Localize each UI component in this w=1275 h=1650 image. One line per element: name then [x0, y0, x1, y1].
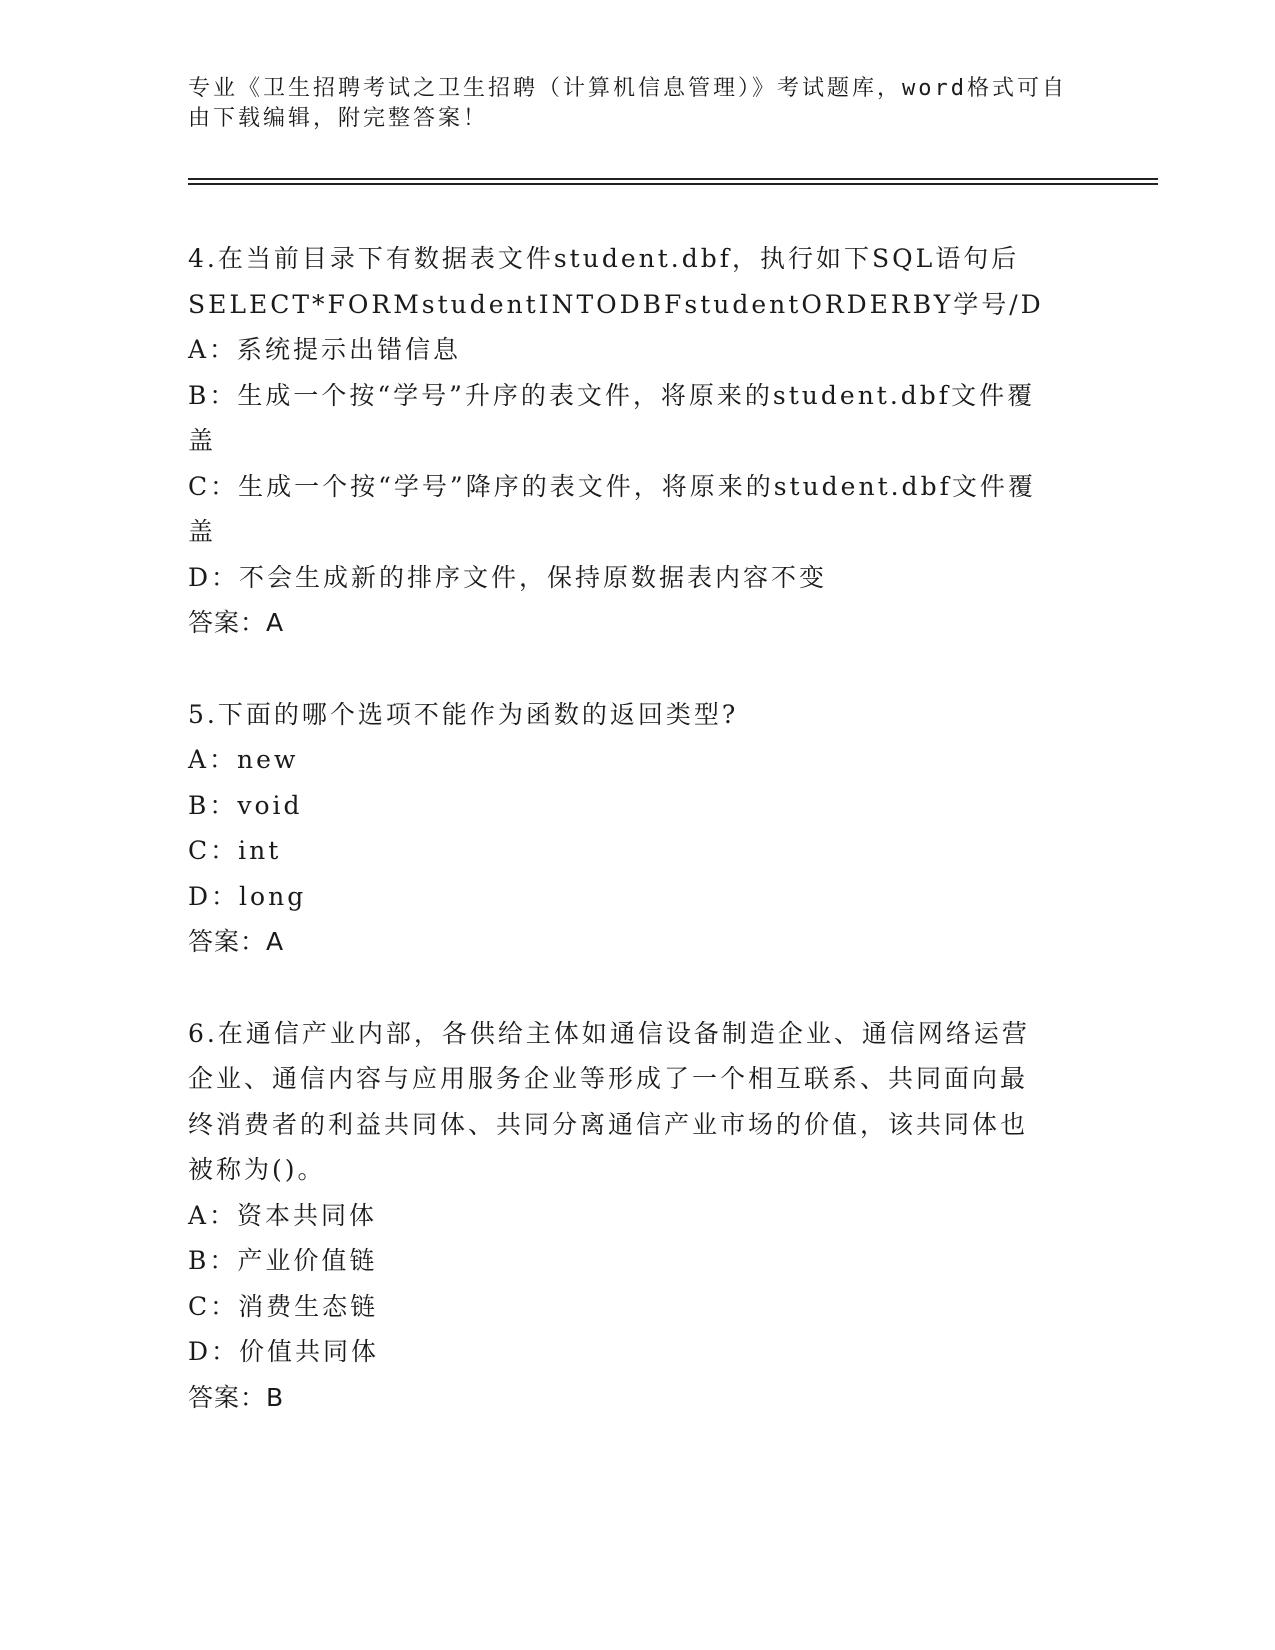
- header-line-2: 由下载编辑，附完整答案！: [188, 106, 489, 131]
- header-line-1: 专业《卫生招聘考试之卫生招聘（计算机信息管理）》考试题库，word格式可自: [188, 76, 1067, 101]
- answer-label: 答案：A: [188, 927, 285, 956]
- question-stem-line: 5.下面的哪个选项不能作为函数的返回类型?: [188, 699, 739, 729]
- option-d: D：long: [188, 881, 307, 911]
- question-stem-line: 被称为()。: [188, 1155, 326, 1184]
- question-stem-line: SELECT*FORMstudentINTODBFstudentORDERBY学号/D: [188, 289, 1044, 319]
- answer-label: 答案：B: [188, 1382, 285, 1412]
- header-divider-top: [188, 178, 1158, 180]
- question-block-6: [188, 1011, 1088, 1421]
- option-d: D：价值共同体: [188, 1337, 380, 1366]
- option-c: C：生成一个按“学号”降序的表文件，将原来的student.dbf文件覆: [188, 471, 1036, 501]
- option-c-continuation: 盖: [188, 517, 217, 546]
- question-stem-line: 4.在当前目录下有数据表文件student.dbf，执行如下SQL语句后: [188, 244, 1020, 273]
- answer-label: 答案：A: [188, 608, 285, 637]
- option-b-continuation: 盖: [188, 426, 217, 455]
- option-d: D：不会生成新的排序文件，保持原数据表内容不变: [188, 562, 828, 592]
- question-spacer: [188, 646, 1088, 692]
- option-a: A：资本共同体: [188, 1200, 378, 1230]
- document-header: [188, 74, 1088, 134]
- option-b: B：生成一个按“学号”升序的表文件，将原来的student.dbf文件覆: [188, 380, 1036, 410]
- option-a: A：系统提示出错信息: [188, 335, 462, 364]
- question-stem-line: 终消费者的利益共同体、共同分离通信产业市场的价值，该共同体也: [188, 1109, 1029, 1139]
- question-stem-line: 6.在通信产业内部，各供给主体如通信设备制造企业、通信网络运营: [188, 1018, 1030, 1048]
- header-divider-bottom: [188, 183, 1158, 185]
- question-spacer: [188, 965, 1088, 1011]
- question-block-4: [188, 236, 1088, 646]
- question-block-5: [188, 692, 1088, 965]
- option-c: C：int: [188, 836, 282, 865]
- option-c: C：消费生态链: [188, 1291, 379, 1321]
- question-list: [188, 236, 1088, 1420]
- option-a: A：new: [188, 745, 299, 774]
- question-stem-line: 企业、通信内容与应用服务企业等形成了一个相互联系、共同面向最: [188, 1064, 1029, 1093]
- option-b: B：产业价值链: [188, 1246, 378, 1275]
- option-b: B：void: [188, 790, 303, 820]
